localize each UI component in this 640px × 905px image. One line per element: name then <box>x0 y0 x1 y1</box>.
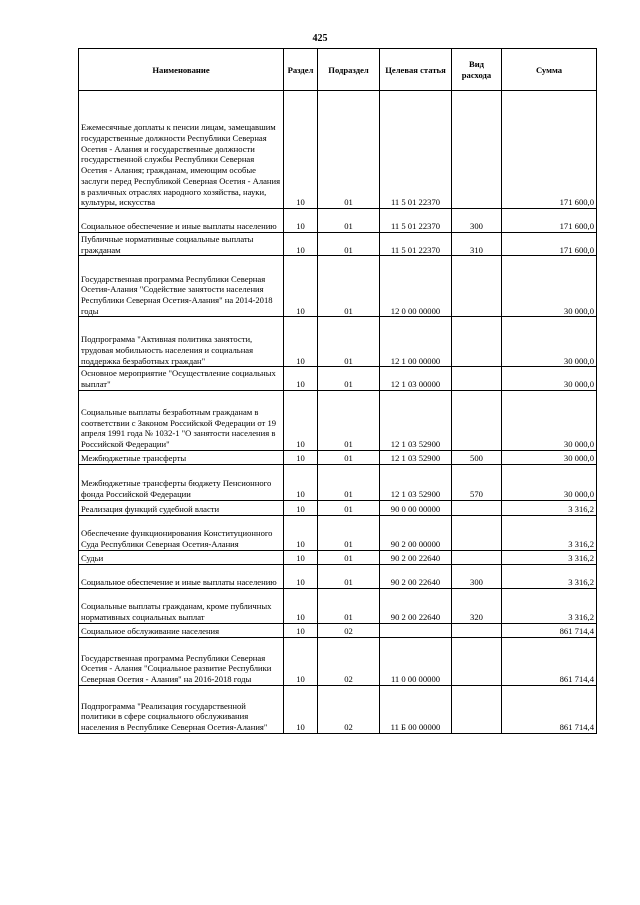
cell-target-article: 90 2 00 22640 <box>380 564 452 588</box>
table-row <box>79 588 597 623</box>
cell-expense-type: 570 <box>452 464 502 500</box>
cell-expense-type <box>452 500 502 515</box>
header-section: Раздел <box>284 49 318 91</box>
cell-sum: 861 714,4 <box>502 637 597 685</box>
cell-sum: 30 000,0 <box>502 390 597 450</box>
cell-sum: 171 600,0 <box>502 209 597 233</box>
cell-target-article: 11 5 01 22370 <box>380 209 452 233</box>
header-sum: Сумма <box>502 49 597 91</box>
cell-subsection: 01 <box>318 450 380 464</box>
cell-subsection: 01 <box>318 367 380 390</box>
cell-subsection: 01 <box>318 390 380 450</box>
cell-target-article: 90 2 00 00000 <box>380 515 452 550</box>
cell-name: Социальное обслуживание населения <box>79 623 284 637</box>
cell-section: 10 <box>284 390 318 450</box>
cell-name: Основное мероприятие "Осуществление социальных выплат" <box>79 367 284 390</box>
cell-target-article: 12 1 00 00000 <box>380 317 452 367</box>
table-row <box>79 685 597 733</box>
table-row <box>79 500 597 515</box>
cell-sum: 30 000,0 <box>502 256 597 317</box>
cell-section: 10 <box>284 685 318 733</box>
table-row <box>79 91 597 209</box>
cell-expense-type <box>452 515 502 550</box>
cell-subsection: 01 <box>318 515 380 550</box>
table-row <box>79 515 597 550</box>
table-header-row <box>79 49 597 91</box>
cell-sum: 171 600,0 <box>502 233 597 256</box>
cell-name: Ежемесячные доплаты к пенсии лицам, замещавшим государственные должности Республики Северная Осетия - Алания и государственные должности государственной службы Республики Северная Осетия - Алания; гражданам, имеющим особые заслуги перед Республикой Северная Осетия - Алания в различных отраслях народного хозяйства, науки, культуры, искусства <box>79 91 284 209</box>
table-row <box>79 367 597 390</box>
cell-expense-type: 310 <box>452 233 502 256</box>
table-row <box>79 637 597 685</box>
cell-sum: 3 316,2 <box>502 564 597 588</box>
cell-name: Межбюджетные трансферты бюджету Пенсионного фонда Российской Федерации <box>79 464 284 500</box>
cell-subsection: 01 <box>318 233 380 256</box>
header-expense-type: Вид расхода <box>452 49 502 91</box>
cell-name: Обеспечение функционирования Конституционного Суда Республики Северная Осетия-Алания <box>79 515 284 550</box>
cell-subsection: 01 <box>318 256 380 317</box>
cell-sum: 30 000,0 <box>502 464 597 500</box>
cell-target-article: 12 0 00 00000 <box>380 256 452 317</box>
cell-sum: 861 714,4 <box>502 685 597 733</box>
cell-expense-type <box>452 367 502 390</box>
cell-section: 10 <box>284 367 318 390</box>
cell-target-article: 12 1 03 52900 <box>380 390 452 450</box>
header-target-article: Целевая статья <box>380 49 452 91</box>
cell-section: 10 <box>284 256 318 317</box>
cell-section: 10 <box>284 515 318 550</box>
cell-target-article: 11 Б 00 00000 <box>380 685 452 733</box>
cell-subsection: 01 <box>318 588 380 623</box>
cell-section: 10 <box>284 209 318 233</box>
table-row <box>79 390 597 450</box>
cell-sum: 30 000,0 <box>502 450 597 464</box>
cell-expense-type <box>452 685 502 733</box>
cell-section: 10 <box>284 564 318 588</box>
cell-expense-type <box>452 390 502 450</box>
cell-sum: 3 316,2 <box>502 550 597 564</box>
cell-name: Публичные нормативные социальные выплаты гражданам <box>79 233 284 256</box>
table-row <box>79 256 597 317</box>
cell-subsection: 01 <box>318 500 380 515</box>
cell-target-article: 12 1 03 52900 <box>380 464 452 500</box>
cell-name: Государственная программа Республики Северная Осетия-Алания "Содействие занятости населения Республики Северная Осетия-Алания" на 2014-2018 годы <box>79 256 284 317</box>
header-name: Наименование <box>79 49 284 91</box>
cell-target-article: 12 1 03 00000 <box>380 367 452 390</box>
cell-section: 10 <box>284 637 318 685</box>
cell-expense-type: 500 <box>452 450 502 464</box>
cell-target-article: 90 0 00 00000 <box>380 500 452 515</box>
cell-target-article: 11 5 01 22370 <box>380 233 452 256</box>
cell-expense-type: 320 <box>452 588 502 623</box>
cell-target-article: 11 5 01 22370 <box>380 91 452 209</box>
cell-name: Межбюджетные трансферты <box>79 450 284 464</box>
cell-section: 10 <box>284 233 318 256</box>
cell-sum: 861 714,4 <box>502 623 597 637</box>
table-row <box>79 317 597 367</box>
cell-target-article: 11 0 00 00000 <box>380 637 452 685</box>
cell-expense-type <box>452 317 502 367</box>
cell-subsection: 01 <box>318 464 380 500</box>
cell-subsection: 01 <box>318 91 380 209</box>
cell-name: Подпрограмма "Активная политика занятости, трудовая мобильность населения и социальная поддержка безработных граждан" <box>79 317 284 367</box>
cell-section: 10 <box>284 91 318 209</box>
cell-expense-type <box>452 637 502 685</box>
page-number: 425 <box>312 33 328 44</box>
cell-subsection: 01 <box>318 209 380 233</box>
cell-expense-type <box>452 550 502 564</box>
cell-expense-type <box>452 623 502 637</box>
cell-section: 10 <box>284 623 318 637</box>
cell-expense-type: 300 <box>452 209 502 233</box>
cell-section: 10 <box>284 317 318 367</box>
table-row <box>79 233 597 256</box>
cell-name: Социальные выплаты безработным гражданам в соответствии с Законом Российской Федерации от 19 апреля 1991 года № 1032-1 "О занятости населения в Российской Федерации" <box>79 390 284 450</box>
cell-subsection: 02 <box>318 685 380 733</box>
cell-section: 10 <box>284 500 318 515</box>
cell-name: Социальное обеспечение и иные выплаты населению <box>79 564 284 588</box>
budget-table <box>78 48 597 734</box>
table-row <box>79 550 597 564</box>
cell-sum: 30 000,0 <box>502 367 597 390</box>
cell-name: Государственная программа Республики Северная Осетия - Алания "Социальное развитие Республики Северная Осетия - Алания" на 2016-2018 годы <box>79 637 284 685</box>
cell-subsection: 01 <box>318 550 380 564</box>
table-row <box>79 564 597 588</box>
cell-name: Судьи <box>79 550 284 564</box>
cell-name: Реализация функций судебной власти <box>79 500 284 515</box>
cell-sum: 3 316,2 <box>502 588 597 623</box>
cell-subsection: 01 <box>318 564 380 588</box>
table-row <box>79 464 597 500</box>
cell-target-article: 12 1 03 52900 <box>380 450 452 464</box>
cell-name: Социальные выплаты гражданам, кроме публичных нормативных социальных выплат <box>79 588 284 623</box>
cell-expense-type <box>452 256 502 317</box>
header-subsection: Подраздел <box>318 49 380 91</box>
cell-name: Социальное обеспечение и иные выплаты населению <box>79 209 284 233</box>
table-body <box>79 91 597 734</box>
table-row <box>79 623 597 637</box>
cell-name: Подпрограмма "Реализация государственной политики в сфере социального обслуживания населения в Республике Северная Осетия-Алания" <box>79 685 284 733</box>
cell-expense-type: 300 <box>452 564 502 588</box>
cell-expense-type <box>452 91 502 209</box>
cell-section: 10 <box>284 450 318 464</box>
cell-section: 10 <box>284 464 318 500</box>
cell-target-article: 90 2 00 22640 <box>380 588 452 623</box>
cell-sum: 171 600,0 <box>502 91 597 209</box>
cell-target-article <box>380 623 452 637</box>
cell-target-article: 90 2 00 22640 <box>380 550 452 564</box>
table-row <box>79 209 597 233</box>
cell-sum: 3 316,2 <box>502 515 597 550</box>
cell-subsection: 01 <box>318 317 380 367</box>
cell-section: 10 <box>284 588 318 623</box>
table-row <box>79 450 597 464</box>
cell-subsection: 02 <box>318 623 380 637</box>
cell-sum: 30 000,0 <box>502 317 597 367</box>
cell-sum: 3 316,2 <box>502 500 597 515</box>
cell-subsection: 02 <box>318 637 380 685</box>
cell-section: 10 <box>284 550 318 564</box>
